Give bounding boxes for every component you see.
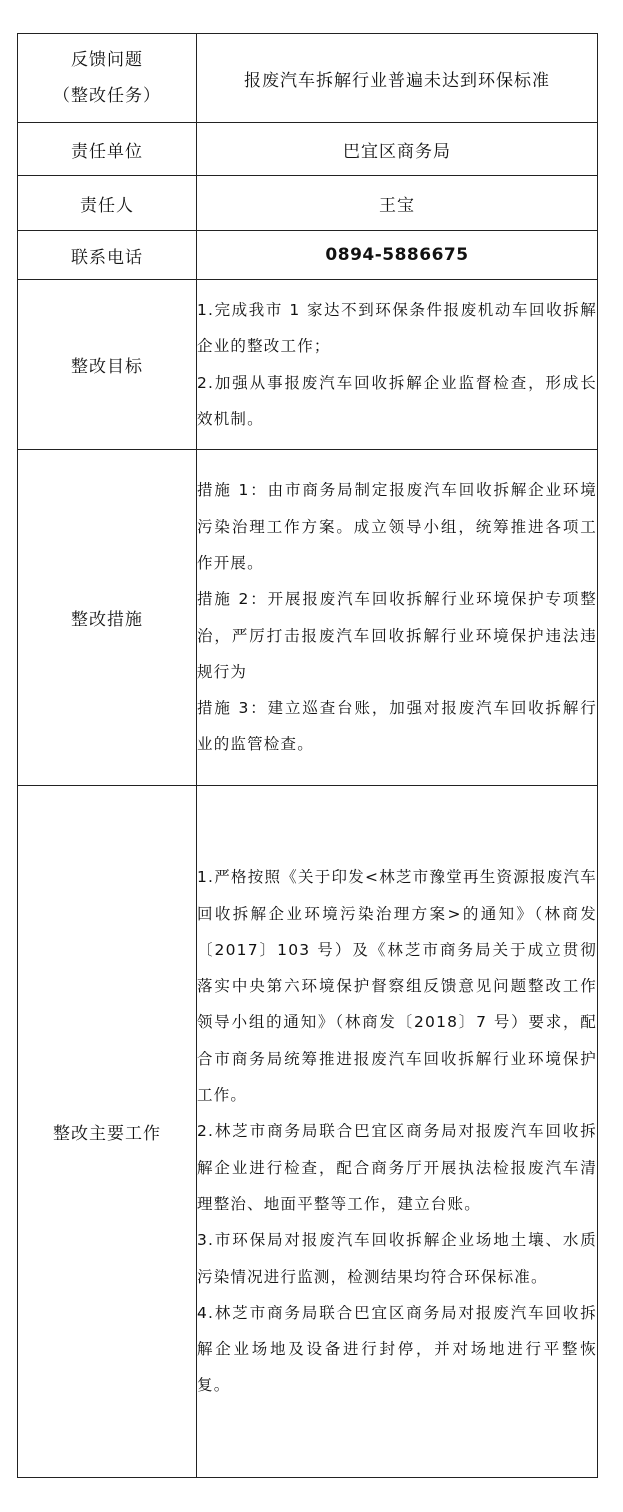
measure-item: 措施 3：建立巡查台账，加强对报废汽车回收拆解行业的监管检查。 <box>197 699 597 754</box>
row-measures <box>18 450 598 786</box>
measures-content <box>197 450 598 786</box>
measures-label: 整改措施 <box>18 450 197 786</box>
feedback-label-line1: 反馈问题 <box>71 50 143 70</box>
unit-value: 巴宜区商务局 <box>197 123 598 176</box>
feedback-label <box>18 34 197 123</box>
feedback-value: 报废汽车拆解行业普遍未达到环保标准 <box>197 34 598 123</box>
row-feedback <box>18 34 598 123</box>
feedback-label-line2: （整改任务） <box>53 86 161 106</box>
phone-value: 0894-5886675 <box>197 231 598 280</box>
row-work <box>18 786 598 1478</box>
phone-label: 联系电话 <box>18 231 197 280</box>
unit-label: 责任单位 <box>18 123 197 176</box>
measure-item: 措施 2：开展报废汽车回收拆解行业环境保护专项整治，严厉打击报废汽车回收拆解行业环境保护违法违规行为 <box>197 590 597 681</box>
person-value: 王宝 <box>197 176 598 231</box>
goal-item: 2.加强从事报废汽车回收拆解企业监督检查，形成长效机制。 <box>197 373 597 428</box>
work-item: 3.市环保局对报废汽车回收拆解企业场地土壤、水质污染情况进行监测，检测结果均符合环保标准。 <box>197 1231 597 1286</box>
row-person <box>18 176 598 231</box>
measure-item: 措施 1：由市商务局制定报废汽车回收拆解企业环境污染治理工作方案。成立领导小组，统筹推进各项工作开展。 <box>197 481 597 572</box>
row-unit <box>18 123 598 176</box>
rectification-table <box>17 33 598 1478</box>
work-label: 整改主要工作 <box>18 786 197 1478</box>
person-label: 责任人 <box>18 176 197 231</box>
row-phone <box>18 231 598 280</box>
row-goal <box>18 280 598 450</box>
work-item: 1.严格按照《关于印发<林芝市豫堂再生资源报废汽车回收拆解企业环境污染治理方案>的通知》（林商发〔2017〕103 号）及《林芝市商务局关于成立贯彻落实中央第六环境保护督察组反馈意见问题整改工作领导小组的通知》（林商发〔2018〕7 号）要求，配合市商务局统筹推进报废汽车回收拆解行业环境保护工作。 <box>197 868 597 1105</box>
goal-content <box>197 280 598 450</box>
goal-label: 整改目标 <box>18 280 197 450</box>
work-item: 4.林芝市商务局联合巴宜区商务局对报废汽车回收拆解企业场地及设备进行封停，并对场地进行平整恢复。 <box>197 1303 597 1395</box>
work-content <box>197 786 598 1478</box>
work-item: 2.林芝市商务局联合巴宜区商务局对报废汽车回收拆解企业进行检查，配合商务厅开展执法检报废汽车清理整治、地面平整等工作，建立台账。 <box>197 1122 597 1213</box>
goal-item: 1.完成我市 1 家达不到环保条件报废机动车回收拆解企业的整改工作； <box>197 300 597 356</box>
